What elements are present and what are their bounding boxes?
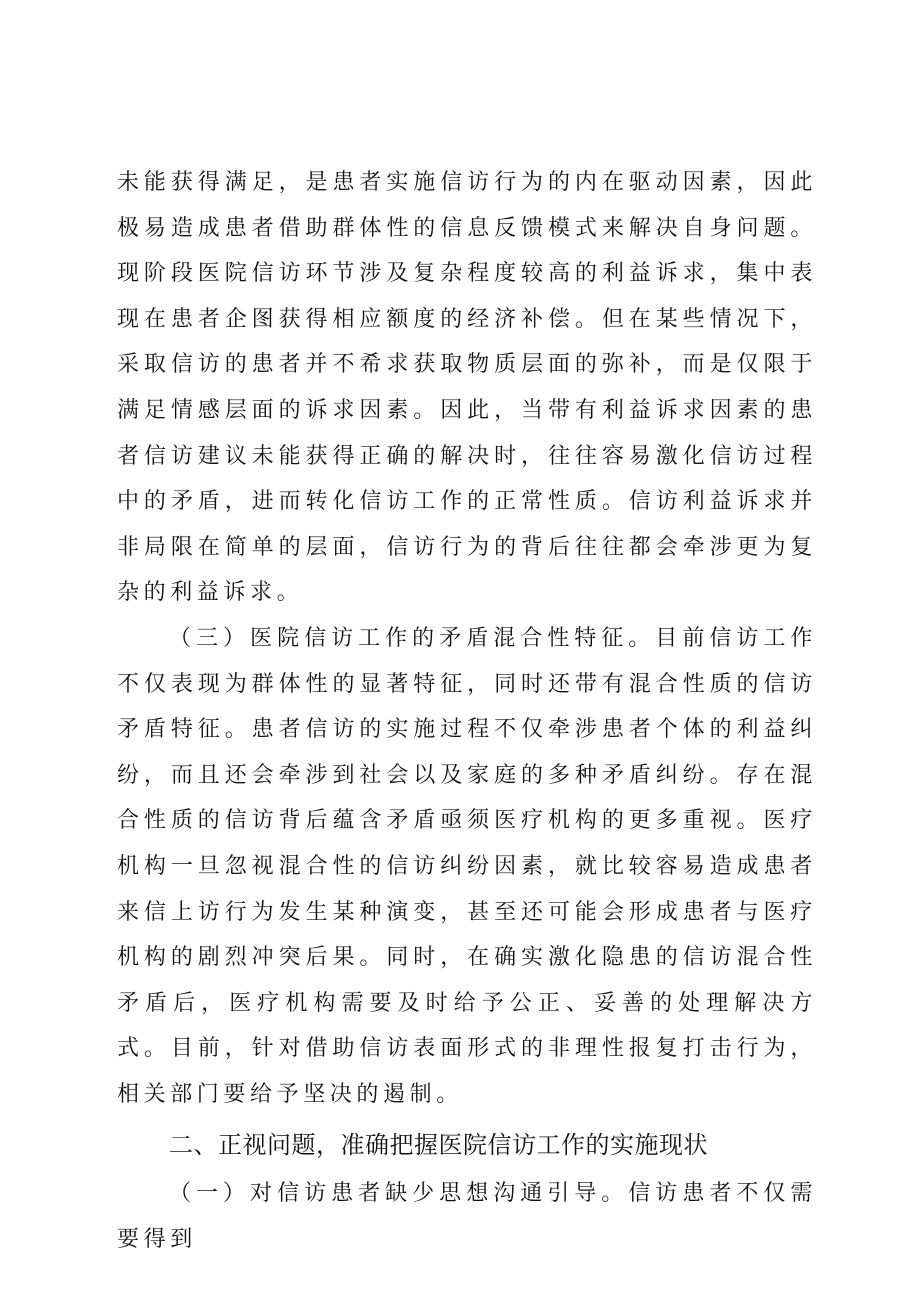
paragraph-section-three: （三）医院信访工作的矛盾混合性特征。目前信访工作不仅表现为群体性的显著特征，同时还带有混合性质的信访矛盾特征。患者信访的实施过程不仅牵涉患者个体的利益纠纷，而且还会牵涉到社会以及家庭的多种矛盾纠纷。存在混合性质的信访背后蕴含矛盾亟须医疗机构的更多重视。医疗机构一旦忽视混合性的信访纠纷因素，就比较容易造成患者来信上访行为发生某种演变，甚至还可能会形成患者与医疗机构的剧烈冲突后果。同时，在确实激化隐患的信访混合性矛盾后，医疗机构需要及时给予公正、妥善的处理解决方式。目前，针对借助信访表面形式的非理性报复打击行为，相关部门要给予坚决的遏制。 — [117, 625, 817, 1107]
section-heading: 二、正视问题，准确把握医院信访工作的实施现状 — [169, 1131, 708, 1160]
document-body — [117, 160, 817, 1263]
paragraph-continued: 未能获得满足，是患者实施信访行为的内在驱动因素，因此极易造成患者借助群体性的信息反馈模式来解决自身问题。现阶段医院信访环节涉及复杂程度较高的利益诉求，集中表现在患者企图获得相应额度的经济补偿。但在某些情况下，采取信访的患者并不希求获取物质层面的弥补，而是仅限于满足情感层面的诉求因素。因此，当带有利益诉求因素的患者信访建议未能获得正确的解决时，往往容易激化信访过程中的矛盾，进而转化信访工作的正常性质。信访利益诉求并非局限在简单的层面，信访行为的背后往往都会牵涉更为复杂的利益诉求。 — [117, 170, 817, 606]
paragraph-subsection-one: （一）对信访患者缺少思想沟通引导。信访患者不仅需要得到 — [117, 1181, 817, 1253]
